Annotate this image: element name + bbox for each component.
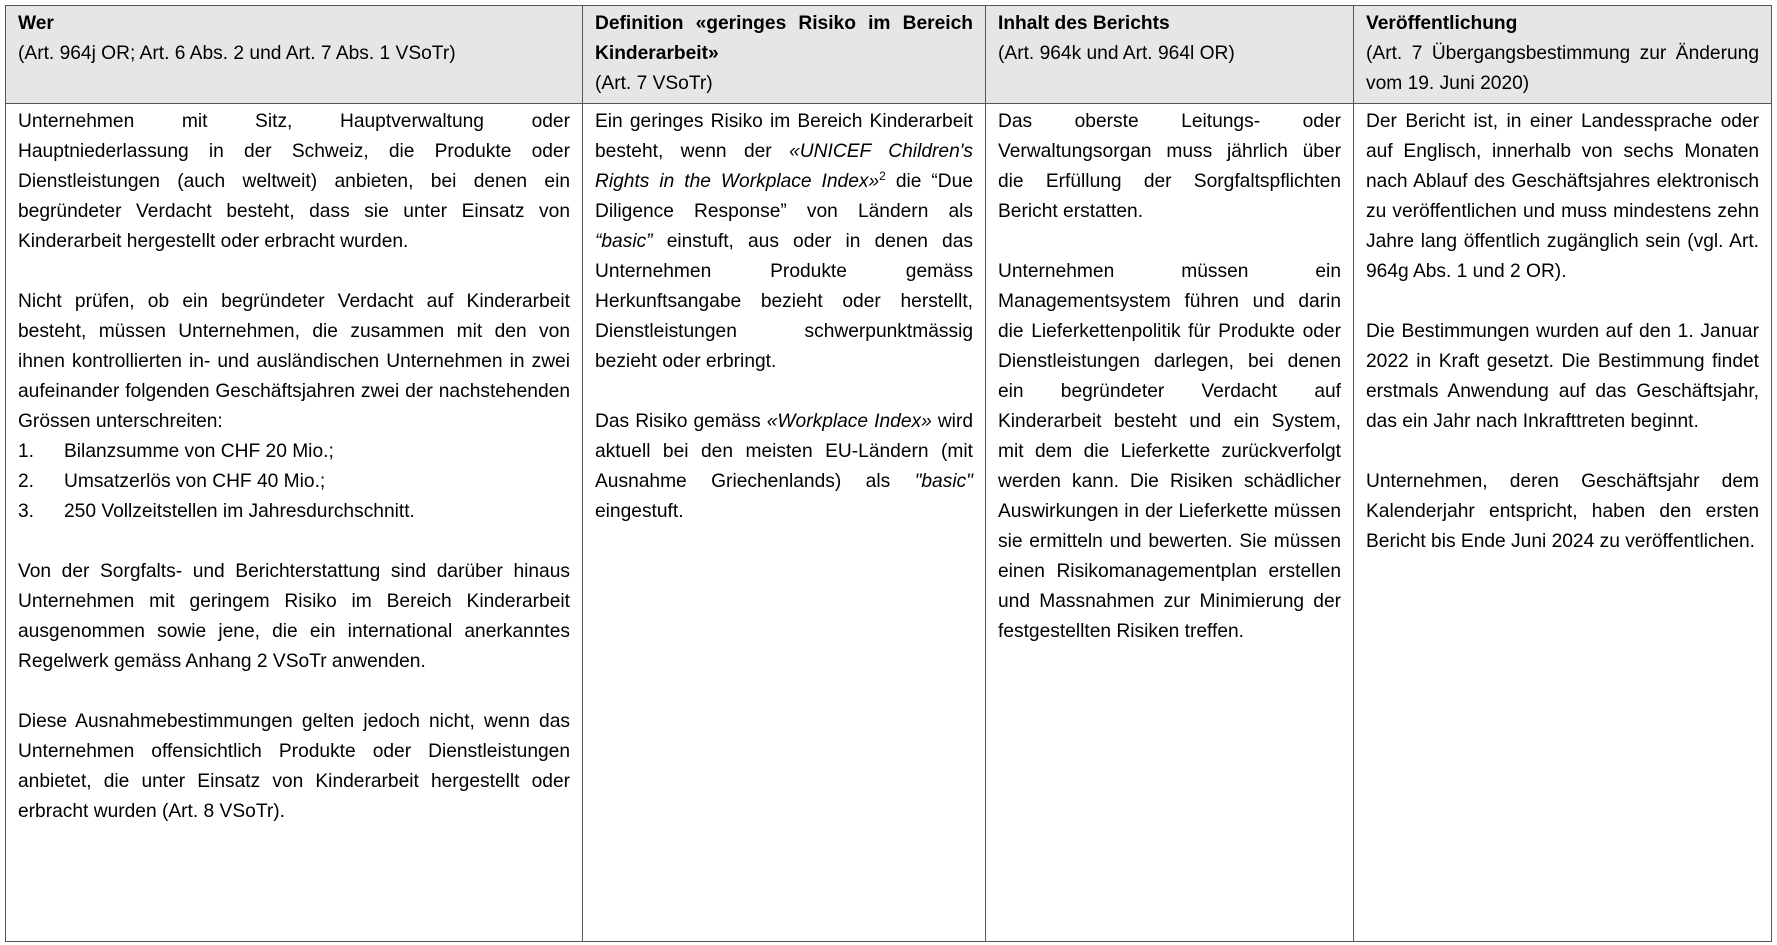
paragraph: Nicht prüfen, ob ein begründeter Verdacht auf Kinderarbeit besteht, müssen Unternehmen, die zusammen mit den von ihnen kontrollierten in- und ausländischen Unternehmen in zwei aufeinander folgenden Geschäftsjahren zwei der nachstehenden Grössen unterschreiten: xyxy=(18,291,570,432)
list-text: Bilanzsumme von CHF 20 Mio.; xyxy=(64,441,334,462)
threshold-list xyxy=(18,437,570,527)
header-subtitle: (Art. 7 Übergangsbestimmung zur Änderung vom 19. Juni 2020) xyxy=(1366,43,1759,94)
content-row xyxy=(6,104,1772,942)
paragraph: Das oberste Leitungs- oder Verwaltungsorgan muss jährlich über die Erfüllung der Sorgfaltspflichten Bericht erstatten. xyxy=(998,111,1341,222)
paragraph: Unternehmen mit Sitz, Hauptverwaltung oder Hauptniederlassung in der Schweiz, die Produkte oder Dienstleistungen (auch weltweit) anbieten, bei denen ein begründeter Verdacht besteht, dass sie unter Einsatz von Kinderarbeit hergestellt oder erbracht wurden. xyxy=(18,111,570,252)
basic-term: "basic" xyxy=(914,471,973,492)
paragraph: Unternehmen, deren Geschäftsjahr dem Kalenderjahr entspricht, haben den ersten Bericht bis Ende Juni 2024 zu veröffentlichen. xyxy=(1366,471,1759,552)
paragraph xyxy=(595,407,973,527)
header-subtitle: (Art. 964j OR; Art. 6 Abs. 2 und Art. 7 Abs. 1 VSoTr) xyxy=(18,43,456,64)
paragraph: Diese Ausnahmebestimmungen gelten jedoch nicht, wenn das Unternehmen offensichtlich Produkte oder Dienstleistungen anbietet, die unter Einsatz von Kinderarbeit hergestellt oder erbracht wurden (Art. 8 VSoTr). xyxy=(18,711,570,822)
text-run: Das Risiko gemäss xyxy=(595,411,767,432)
text-run: einstuft, aus oder in denen das Unternehmen Produkte gemäss Herkunftsangabe bezieht oder herstellt, Dienstleistungen schwerpunktmässig bezieht oder erbringt. xyxy=(595,231,973,372)
header-wer xyxy=(6,6,583,104)
paragraph: Die Bestimmungen wurden auf den 1. Januar 2022 in Kraft gesetzt. Die Bestimmung findet erstmals Anwendung auf das Geschäftsjahr, das ein Jahr nach Inkrafttreten beginnt. xyxy=(1366,321,1759,432)
header-row xyxy=(6,6,1772,104)
header-title: Definition «geringes Risiko im Bereich Kinderarbeit» xyxy=(595,13,973,64)
list-text: 250 Vollzeitstellen im Jahresdurchschnitt. xyxy=(64,501,415,522)
header-subtitle: (Art. 964k und Art. 964l OR) xyxy=(998,43,1235,64)
index-name: «Workplace Index» xyxy=(766,411,932,432)
header-subtitle: (Art. 7 VSoTr) xyxy=(595,73,713,94)
text-run: eingestuft. xyxy=(595,501,684,522)
cell-inhalt xyxy=(986,104,1354,942)
basic-term: “basic” xyxy=(595,231,653,252)
paragraph: Der Bericht ist, in einer Landessprache oder auf Englisch, innerhalb von sechs Monaten nach Ablauf des Geschäftsjahres elektronisch zu veröffentlichen und muss mindestens zehn Jahre lang öffentlich zugänglich sein (vgl. Art. 964g Abs. 1 und 2 OR). xyxy=(1366,111,1759,282)
text-run: wird aktuell bei den meisten EU-Ländern (mit Ausnahme Griechenlands) als xyxy=(595,411,973,492)
list-text: Umsatzerlös von CHF 40 Mio.; xyxy=(64,471,326,492)
list-item xyxy=(18,437,570,467)
paragraph xyxy=(595,107,973,377)
paragraph: Von der Sorgfalts- und Berichterstattung sind darüber hinaus Unternehmen mit geringem Risiko im Bereich Kinderarbeit ausgenommen sowie jene, die ein international anerkanntes Regelwerk gemäss Anhang 2 VSoTr anwenden. xyxy=(18,561,570,672)
footnote-ref: 2 xyxy=(879,169,886,183)
list-item xyxy=(18,497,570,527)
cell-veroeffentlichung xyxy=(1354,104,1772,942)
header-definition xyxy=(583,6,986,104)
text-run: die “Due Diligence Response” von Ländern als xyxy=(595,171,973,222)
header-veroeffentlichung xyxy=(1354,6,1772,104)
list-number: 2. xyxy=(18,471,35,492)
cell-wer xyxy=(6,104,583,942)
list-number: 1. xyxy=(18,441,35,462)
list-item xyxy=(18,467,570,497)
header-title: Inhalt des Berichts xyxy=(998,13,1170,34)
header-inhalt xyxy=(986,6,1354,104)
index-name: «UNICEF Children's Rights in the Workplace Index» xyxy=(595,141,973,192)
list-number: 3. xyxy=(18,501,35,522)
cell-definition xyxy=(583,104,986,942)
regulation-table xyxy=(5,5,1772,942)
text-run: Ein geringes Risiko im Bereich Kinderarbeit besteht, wenn der xyxy=(595,111,973,162)
header-title: Wer xyxy=(18,13,54,34)
paragraph: Unternehmen müssen ein Managementsystem führen und darin die Lieferkettenpolitik für Produkte oder Dienstleistungen darlegen, bei denen ein begründeter Verdacht auf Kinderarbeit besteht und ein System, mit dem die Lieferkette zurückverfolgt werden kann. Die Risiken schädlicher Auswirkungen in der Lieferkette müssen sie ermitteln und bewerten. Sie müssen einen Risikomanagementplan erstellen und Massnahmen zur Minimierung der festgestellten Risiken treffen. xyxy=(998,261,1341,642)
header-title: Veröffentlichung xyxy=(1366,13,1518,34)
